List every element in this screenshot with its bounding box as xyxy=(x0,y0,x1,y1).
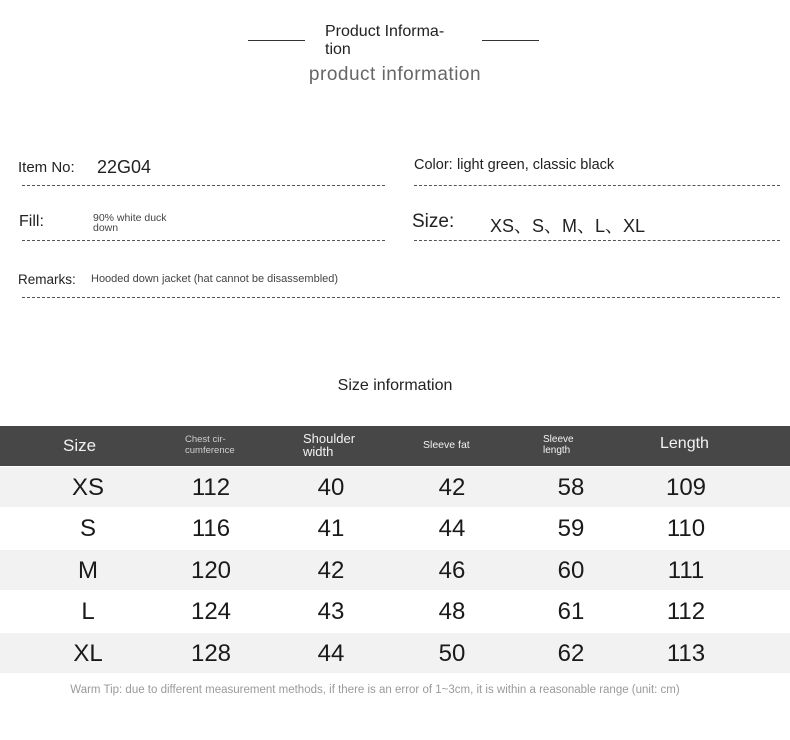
header-shoulder-line-2: width xyxy=(303,444,334,459)
shoulder-cell: 41 xyxy=(317,515,345,542)
size-cell: M xyxy=(78,557,98,584)
length-cell: 111 xyxy=(667,557,705,584)
table-row xyxy=(0,633,790,673)
sleeve-length-cell: 62 xyxy=(557,640,585,667)
sleeve-fat-cell: 44 xyxy=(438,515,466,542)
size-cell: XL xyxy=(73,640,103,667)
chest-cell: 120 xyxy=(190,557,232,584)
sleeve-fat-cell: 48 xyxy=(438,598,466,625)
length-cell: 113 xyxy=(666,640,706,667)
header-shoulder-line-1: Shoulder xyxy=(303,431,356,446)
fill-divider xyxy=(22,240,385,241)
color-label: Color: xyxy=(414,157,453,173)
header-sleeve-length-line-1: Sleeve xyxy=(543,434,574,445)
header-chest-line-2: cumference xyxy=(185,445,235,456)
header-sleeve-length-line-2: length xyxy=(543,445,571,456)
length-cell: 112 xyxy=(666,598,706,625)
page-title-line-2: tion xyxy=(325,41,351,58)
header-size: Size xyxy=(63,436,97,455)
warm-tip: Warm Tip: due to different measurement methods, if there is an error of 1~3cm, it is within a reasonable range (unit: cm) xyxy=(70,684,680,696)
fill-value-line-1: 90% white duck xyxy=(93,212,167,224)
header-sleeve-fat: Sleeve fat xyxy=(423,439,470,451)
shoulder-cell: 42 xyxy=(317,557,345,584)
sleeve-length-cell: 59 xyxy=(557,515,585,542)
table-row xyxy=(0,508,790,548)
remarks-value: Hooded down jacket (hat cannot be disassembled) xyxy=(91,273,339,285)
sleeve-fat-cell: 50 xyxy=(438,640,466,667)
size-divider xyxy=(414,240,780,241)
chest-cell: 128 xyxy=(190,640,232,667)
item-no-value: 22G04 xyxy=(97,157,152,177)
sleeve-length-cell: 60 xyxy=(557,557,585,584)
chest-cell: 124 xyxy=(190,598,232,625)
table-row xyxy=(0,591,790,631)
length-cell: 109 xyxy=(665,474,707,501)
header-shoulder xyxy=(303,432,355,458)
length-cell: 110 xyxy=(666,515,706,542)
header-chest-line-1: Chest cir- xyxy=(185,434,226,445)
size-table-header xyxy=(0,426,790,466)
shoulder-cell: 43 xyxy=(317,598,345,625)
chest-cell: 112 xyxy=(191,474,231,501)
remarks-label: Remarks: xyxy=(18,272,76,287)
shoulder-cell: 40 xyxy=(317,474,345,501)
sleeve-length-cell: 58 xyxy=(557,474,585,501)
color-divider xyxy=(414,185,780,186)
page-subtitle: product information xyxy=(308,64,482,85)
item-no-label: Item No: xyxy=(18,159,75,176)
sleeve-length-cell: 61 xyxy=(557,598,585,625)
size-table-title: Size information xyxy=(337,377,453,394)
color-value: light green, classic black xyxy=(457,157,615,173)
sleeve-fat-cell: 46 xyxy=(438,557,466,584)
size-value: XS、S、M、L、XL xyxy=(490,216,646,236)
header-sleeve-length xyxy=(543,434,574,456)
chest-cell: 116 xyxy=(191,515,231,542)
fill-label: Fill: xyxy=(19,213,44,230)
remarks-divider xyxy=(22,297,780,298)
item-no-divider xyxy=(22,185,385,186)
page-title-line-1: Product Informa- xyxy=(325,23,445,40)
sleeve-fat-cell: 42 xyxy=(438,474,466,501)
page-title xyxy=(325,23,475,59)
size-cell: S xyxy=(79,515,96,542)
table-row xyxy=(0,550,790,590)
table-row xyxy=(0,467,790,507)
header-chest xyxy=(185,434,235,456)
header-length: Length xyxy=(660,435,709,452)
size-label: Size: xyxy=(412,211,455,232)
fill-value-line-2: down xyxy=(93,222,119,234)
fill-value xyxy=(93,213,167,233)
shoulder-cell: 44 xyxy=(317,640,345,667)
title-rule-left xyxy=(248,40,305,41)
title-rule-right xyxy=(482,40,539,41)
size-cell: L xyxy=(81,598,95,625)
size-cell: XS xyxy=(71,474,104,501)
